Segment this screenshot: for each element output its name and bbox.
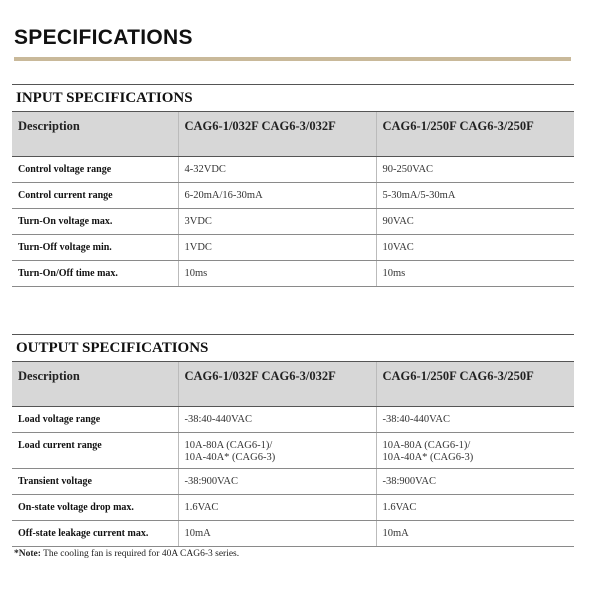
value-250f: 10mA	[376, 521, 574, 547]
value-250f: -38:900VAC	[376, 469, 574, 495]
row-label: Transient voltage	[12, 469, 178, 495]
model-name: CAG6-3/250F	[459, 369, 534, 383]
table-row	[12, 235, 574, 261]
value-250f: 10VAC	[376, 235, 574, 261]
table-header-row	[12, 362, 574, 407]
model-name: CAG6-1/250F	[382, 119, 457, 133]
input-spec-table	[12, 111, 574, 287]
value-line: 10A-40A* (CAG6-3)	[382, 452, 474, 463]
table-row	[12, 495, 574, 521]
model-name: CAG6-3/250F	[459, 119, 534, 133]
output-specifications-section	[12, 334, 574, 547]
model-250f-header	[376, 112, 574, 157]
table-row	[12, 407, 574, 433]
row-label: Turn-On/Off time max.	[12, 261, 178, 287]
value-032f: -38:40-440VAC	[178, 407, 376, 433]
value-032f: -38:900VAC	[178, 469, 376, 495]
model-name: CAG6-1/032F	[184, 369, 259, 383]
row-label: Control current range	[12, 183, 178, 209]
model-name: CAG6-1/250F	[382, 369, 457, 383]
value-032f: 1VDC	[178, 235, 376, 261]
page-title: SPECIFICATIONS	[14, 26, 193, 49]
value-250f	[376, 433, 574, 469]
title-divider	[14, 57, 571, 61]
value-032f: 1.6VAC	[178, 495, 376, 521]
value-line: 10A-40A* (CAG6-3)	[184, 452, 276, 463]
value-line: 10A-80A (CAG6-1)/	[382, 440, 471, 451]
row-label: Control voltage range	[12, 157, 178, 183]
row-label: Turn-On voltage max.	[12, 209, 178, 235]
footnote	[14, 549, 239, 559]
value-032f: 3VDC	[178, 209, 376, 235]
model-032f-header	[178, 112, 376, 157]
table-header-row	[12, 112, 574, 157]
value-032f: 6-20mA/16-30mA	[178, 183, 376, 209]
table-row	[12, 209, 574, 235]
model-032f-header	[178, 362, 376, 407]
output-spec-table	[12, 361, 574, 547]
value-250f: -38:40-440VAC	[376, 407, 574, 433]
model-name: CAG6-3/032F	[261, 369, 336, 383]
value-032f	[178, 433, 376, 469]
description-header: Description	[12, 362, 178, 407]
row-label: Load current range	[12, 433, 178, 469]
output-section-title: OUTPUT SPECIFICATIONS	[12, 334, 574, 361]
value-250f: 90VAC	[376, 209, 574, 235]
table-row	[12, 261, 574, 287]
input-specifications-section	[12, 84, 574, 287]
footnote-prefix: *Note:	[14, 549, 41, 559]
value-250f: 1.6VAC	[376, 495, 574, 521]
table-row	[12, 521, 574, 547]
value-line: 10A-80A (CAG6-1)/	[184, 440, 273, 451]
table-row	[12, 157, 574, 183]
table-row	[12, 469, 574, 495]
value-250f: 10ms	[376, 261, 574, 287]
value-032f: 10ms	[178, 261, 376, 287]
table-row	[12, 433, 574, 469]
input-section-title: INPUT SPECIFICATIONS	[12, 84, 574, 111]
model-name: CAG6-1/032F	[184, 119, 259, 133]
model-name: CAG6-3/032F	[261, 119, 336, 133]
description-header: Description	[12, 112, 178, 157]
row-label: Off-state leakage current max.	[12, 521, 178, 547]
value-250f: 5-30mA/5-30mA	[376, 183, 574, 209]
value-032f: 4-32VDC	[178, 157, 376, 183]
row-label: Load voltage range	[12, 407, 178, 433]
table-row	[12, 183, 574, 209]
row-label: On-state voltage drop max.	[12, 495, 178, 521]
value-032f: 10mA	[178, 521, 376, 547]
value-250f: 90-250VAC	[376, 157, 574, 183]
model-250f-header	[376, 362, 574, 407]
footnote-text: The cooling fan is required for 40A CAG6-3 series.	[40, 549, 240, 559]
row-label: Turn-Off voltage min.	[12, 235, 178, 261]
